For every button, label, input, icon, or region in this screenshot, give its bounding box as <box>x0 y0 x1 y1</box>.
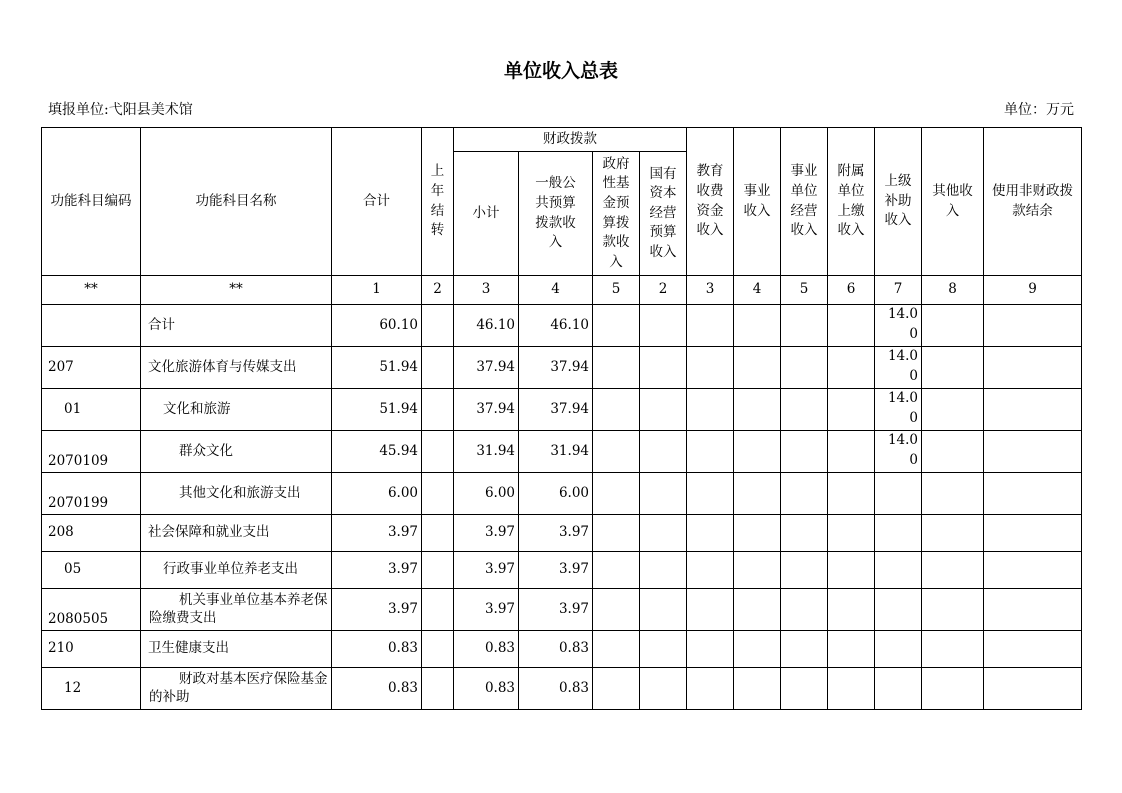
row-code: 2080505 <box>42 589 141 631</box>
header-fiscal-group: 财政拨款 <box>454 128 687 152</box>
empty-cell <box>687 305 734 347</box>
empty-cell <box>593 473 640 515</box>
empty-cell <box>734 515 781 552</box>
row-name: 合计 <box>141 305 332 347</box>
empty-cell <box>922 515 984 552</box>
empty-cell <box>687 552 734 589</box>
row-name: 机关事业单位基本养老保险缴费支出 <box>141 589 332 631</box>
empty-cell <box>781 347 828 389</box>
table-row <box>42 431 1082 473</box>
empty-cell <box>422 589 454 631</box>
row-subsidy: 14.0 0 <box>875 305 922 347</box>
row-general: 3.97 <box>519 515 593 552</box>
empty-cell <box>422 305 454 347</box>
index-cell: 9 <box>984 276 1082 305</box>
empty-cell <box>922 589 984 631</box>
index-cell: 3 <box>454 276 519 305</box>
empty-cell <box>687 431 734 473</box>
index-cell: ** <box>141 276 332 305</box>
empty-cell <box>828 473 875 515</box>
empty-cell <box>687 589 734 631</box>
empty-cell <box>593 552 640 589</box>
index-cell: 1 <box>332 276 422 305</box>
row-name: 群众文化 <box>141 431 332 473</box>
empty-cell <box>593 431 640 473</box>
row-name: 文化和旅游 <box>141 389 332 431</box>
empty-cell <box>422 631 454 668</box>
row-subtotal: 6.00 <box>454 473 519 515</box>
empty-cell <box>922 473 984 515</box>
row-total: 45.94 <box>332 431 422 473</box>
empty-cell <box>593 347 640 389</box>
empty-cell <box>687 515 734 552</box>
row-code: 05 <box>42 552 141 589</box>
row-subsidy <box>875 631 922 668</box>
row-name: 行政事业单位养老支出 <box>141 552 332 589</box>
table-row <box>42 668 1082 710</box>
row-general: 31.94 <box>519 431 593 473</box>
index-cell: 2 <box>422 276 454 305</box>
empty-cell <box>734 473 781 515</box>
empty-cell <box>687 473 734 515</box>
empty-cell <box>734 305 781 347</box>
row-subsidy <box>875 473 922 515</box>
table-row <box>42 552 1082 589</box>
header-gov-fund: 政府性基金预算拨款收入 <box>593 152 640 276</box>
header-affiliated-remit: 附属单位上缴收入 <box>828 128 875 276</box>
empty-cell <box>984 347 1082 389</box>
row-subsidy <box>875 589 922 631</box>
empty-cell <box>922 668 984 710</box>
row-subtotal: 0.83 <box>454 668 519 710</box>
empty-cell <box>593 589 640 631</box>
row-code: 2070199 <box>42 473 141 515</box>
row-subtotal: 3.97 <box>454 515 519 552</box>
empty-cell <box>687 389 734 431</box>
empty-cell <box>781 631 828 668</box>
header-code: 功能科目编码 <box>42 128 141 276</box>
row-general: 0.83 <box>519 668 593 710</box>
row-general: 3.97 <box>519 589 593 631</box>
table-row <box>42 347 1082 389</box>
row-subtotal: 37.94 <box>454 347 519 389</box>
index-cell: ** <box>42 276 141 305</box>
row-subtotal: 0.83 <box>454 631 519 668</box>
empty-cell <box>828 347 875 389</box>
header-edu-fee: 教育收费资金收入 <box>687 128 734 276</box>
income-summary-table <box>41 127 1082 710</box>
empty-cell <box>640 552 687 589</box>
row-total: 0.83 <box>332 668 422 710</box>
table-row <box>42 389 1082 431</box>
empty-cell <box>422 668 454 710</box>
empty-cell <box>734 389 781 431</box>
index-cell: 8 <box>922 276 984 305</box>
empty-cell <box>422 552 454 589</box>
empty-cell <box>422 473 454 515</box>
row-total: 3.97 <box>332 589 422 631</box>
row-subtotal: 3.97 <box>454 589 519 631</box>
row-code: 208 <box>42 515 141 552</box>
row-subsidy <box>875 515 922 552</box>
index-cell: 6 <box>828 276 875 305</box>
empty-cell <box>734 552 781 589</box>
empty-cell <box>734 589 781 631</box>
header-business-operating: 事业单位经营收入 <box>781 128 828 276</box>
empty-cell <box>640 631 687 668</box>
empty-cell <box>781 515 828 552</box>
empty-cell <box>781 389 828 431</box>
empty-cell <box>687 668 734 710</box>
empty-cell <box>984 305 1082 347</box>
header-carryover: 上年结转 <box>422 128 454 276</box>
index-cell: 3 <box>687 276 734 305</box>
empty-cell <box>984 515 1082 552</box>
reporting-unit: 填报单位:弋阳县美术馆 <box>48 102 193 118</box>
empty-cell <box>640 431 687 473</box>
row-subtotal: 31.94 <box>454 431 519 473</box>
empty-cell <box>640 347 687 389</box>
empty-cell <box>922 389 984 431</box>
empty-cell <box>984 473 1082 515</box>
empty-cell <box>984 389 1082 431</box>
row-general: 37.94 <box>519 389 593 431</box>
row-name: 财政对基本医疗保险基金的补助 <box>141 668 332 710</box>
empty-cell <box>984 431 1082 473</box>
empty-cell <box>734 431 781 473</box>
empty-cell <box>422 431 454 473</box>
header-state-capital: 国有资本经营预算收入 <box>640 152 687 276</box>
empty-cell <box>781 668 828 710</box>
empty-cell <box>984 552 1082 589</box>
currency-unit: 单位：万元 <box>1004 102 1074 118</box>
index-cell: 4 <box>519 276 593 305</box>
empty-cell <box>422 515 454 552</box>
empty-cell <box>781 589 828 631</box>
header-name: 功能科目名称 <box>141 128 332 276</box>
row-code: 2070109 <box>42 431 141 473</box>
empty-cell <box>593 389 640 431</box>
header-other-income: 其他收入 <box>922 128 984 276</box>
empty-cell <box>828 515 875 552</box>
row-general: 37.94 <box>519 347 593 389</box>
empty-cell <box>422 389 454 431</box>
empty-cell <box>640 473 687 515</box>
empty-cell <box>922 431 984 473</box>
empty-cell <box>828 389 875 431</box>
row-general: 6.00 <box>519 473 593 515</box>
row-subtotal: 37.94 <box>454 389 519 431</box>
row-name: 社会保障和就业支出 <box>141 515 332 552</box>
empty-cell <box>781 473 828 515</box>
row-total: 6.00 <box>332 473 422 515</box>
row-subsidy: 14.0 0 <box>875 347 922 389</box>
empty-cell <box>593 305 640 347</box>
index-cell: 5 <box>593 276 640 305</box>
row-total: 3.97 <box>332 552 422 589</box>
header-subtotal: 小计 <box>454 152 519 276</box>
row-code: 207 <box>42 347 141 389</box>
empty-cell <box>828 552 875 589</box>
table-row <box>42 515 1082 552</box>
empty-cell <box>640 589 687 631</box>
header-row-1 <box>42 128 1082 152</box>
header-total: 合计 <box>332 128 422 276</box>
empty-cell <box>984 589 1082 631</box>
empty-cell <box>593 515 640 552</box>
header-general-budget: 一般公共预算拨款收入 <box>519 152 593 276</box>
empty-cell <box>734 668 781 710</box>
page-title: 单位收入总表 <box>503 60 618 82</box>
row-name: 其他文化和旅游支出 <box>141 473 332 515</box>
row-subsidy: 14.0 0 <box>875 431 922 473</box>
row-subtotal: 3.97 <box>454 552 519 589</box>
empty-cell <box>984 668 1082 710</box>
row-code: 12 <box>42 668 141 710</box>
row-general: 0.83 <box>519 631 593 668</box>
row-code: 210 <box>42 631 141 668</box>
empty-cell <box>922 347 984 389</box>
empty-cell <box>422 347 454 389</box>
row-subsidy <box>875 668 922 710</box>
index-cell: 4 <box>734 276 781 305</box>
empty-cell <box>593 631 640 668</box>
header-business-income: 事业收入 <box>734 128 781 276</box>
empty-cell <box>922 305 984 347</box>
row-total: 3.97 <box>332 515 422 552</box>
empty-cell <box>781 431 828 473</box>
header-superior-subsidy: 上级补助收入 <box>875 128 922 276</box>
empty-cell <box>922 552 984 589</box>
empty-cell <box>828 431 875 473</box>
empty-cell <box>922 631 984 668</box>
row-name: 卫生健康支出 <box>141 631 332 668</box>
index-cell: 5 <box>781 276 828 305</box>
empty-cell <box>781 552 828 589</box>
index-cell: 2 <box>640 276 687 305</box>
row-total: 51.94 <box>332 389 422 431</box>
empty-cell <box>687 631 734 668</box>
row-general: 3.97 <box>519 552 593 589</box>
empty-cell <box>640 515 687 552</box>
row-subsidy <box>875 552 922 589</box>
table-row <box>42 305 1082 347</box>
empty-cell <box>828 305 875 347</box>
row-total: 51.94 <box>332 347 422 389</box>
row-subtotal: 46.10 <box>454 305 519 347</box>
table-row <box>42 473 1082 515</box>
row-name: 文化旅游体育与传媒支出 <box>141 347 332 389</box>
table-row <box>42 631 1082 668</box>
empty-cell <box>640 668 687 710</box>
empty-cell <box>984 631 1082 668</box>
index-row <box>42 276 1082 305</box>
empty-cell <box>593 668 640 710</box>
empty-cell <box>640 389 687 431</box>
table-row <box>42 589 1082 631</box>
row-subsidy: 14.0 0 <box>875 389 922 431</box>
row-code <box>42 305 141 347</box>
empty-cell <box>640 305 687 347</box>
row-total: 60.10 <box>332 305 422 347</box>
header-nonfiscal-carryover: 使用非财政拨款结余 <box>984 128 1082 276</box>
index-cell: 7 <box>875 276 922 305</box>
row-code: 01 <box>42 389 141 431</box>
empty-cell <box>734 631 781 668</box>
empty-cell <box>687 347 734 389</box>
empty-cell <box>781 305 828 347</box>
row-total: 0.83 <box>332 631 422 668</box>
empty-cell <box>828 631 875 668</box>
empty-cell <box>734 347 781 389</box>
empty-cell <box>828 668 875 710</box>
row-general: 46.10 <box>519 305 593 347</box>
empty-cell <box>828 589 875 631</box>
